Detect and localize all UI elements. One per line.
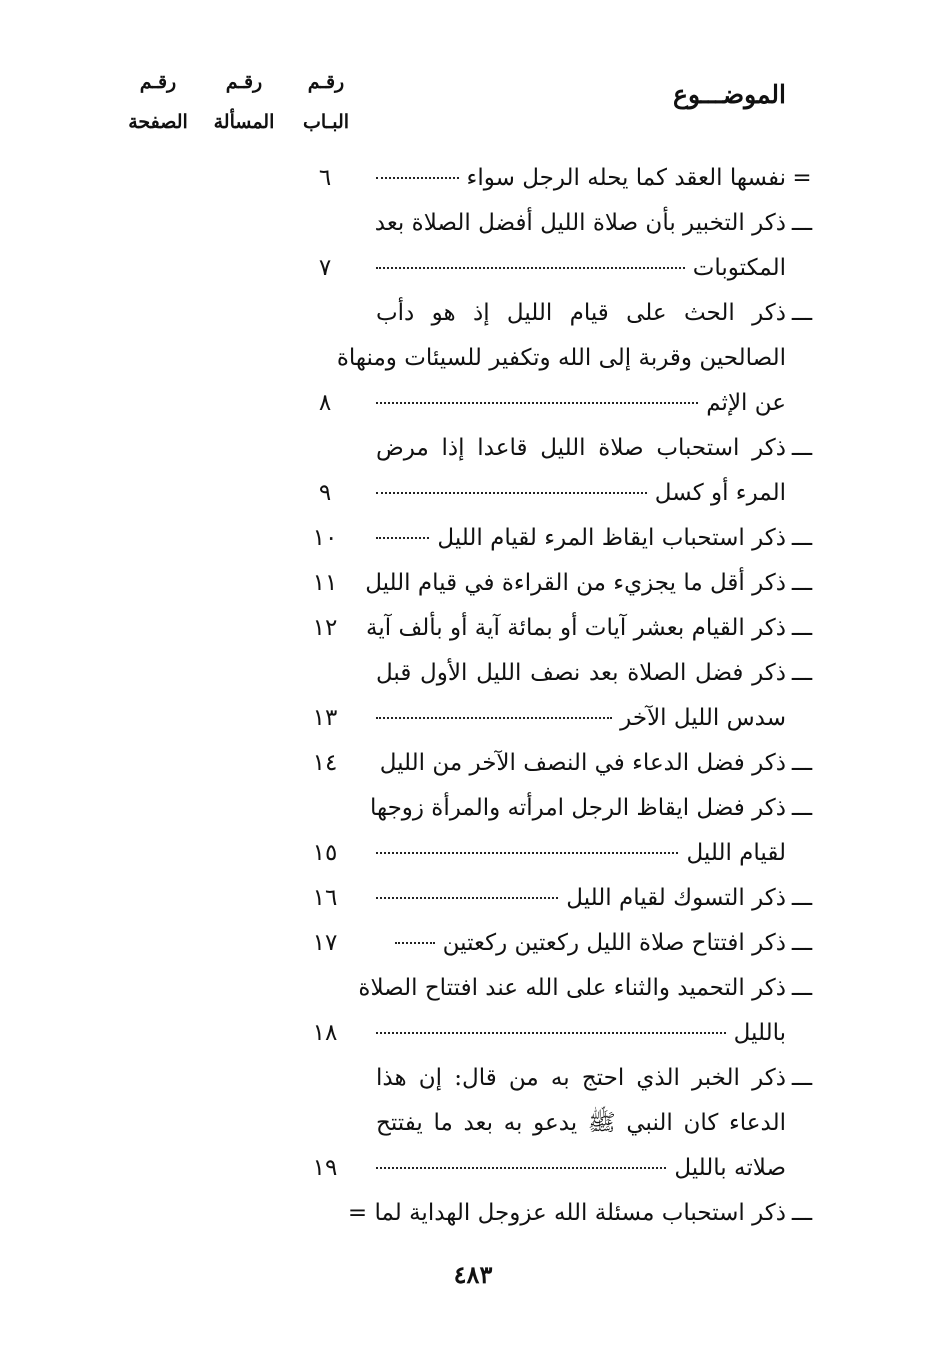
- toc-line: [0, 473, 946, 513]
- entry-text-content: لقيام الليل: [686, 840, 786, 866]
- entry-text-content: ذكر التسوك لقيام الليل: [566, 885, 786, 911]
- entry-text-content: نفسها العقد كما يحله الرجل سواء: [466, 165, 786, 191]
- entry-number: ١٩: [312, 1155, 338, 1181]
- entry-number: ١٣: [312, 705, 338, 731]
- line-marker: ـــ: [791, 1200, 813, 1226]
- leader-dots: [376, 1032, 726, 1034]
- leader-dots: [376, 852, 678, 854]
- entry-text: ذكر أقل ما يجزيء من القراءة في قيام الليل: [365, 570, 786, 596]
- leader-dots: [376, 897, 558, 899]
- entry-text-content: بالليل: [733, 1020, 786, 1046]
- entry-text-content: ذكر استحباب ايقاظ المرء لقيام الليل: [437, 525, 786, 551]
- toc-line: [0, 338, 946, 378]
- entry-number: ١٤: [312, 750, 338, 776]
- entry-text: [376, 473, 786, 513]
- entry-text: [376, 1148, 786, 1188]
- toc-line: [0, 248, 946, 288]
- page-number-header: [118, 62, 198, 142]
- toc-line: [0, 1103, 946, 1143]
- entry-text-content: صلاته بالليل: [674, 1155, 786, 1181]
- toc-line: [0, 158, 946, 198]
- entry-text: [376, 923, 786, 963]
- entry-number: ١٥: [312, 840, 338, 866]
- entry-text-content: المكتوبات: [692, 255, 786, 281]
- entry-number: ١٨: [312, 1020, 338, 1046]
- leader-dots: [376, 492, 647, 494]
- entry-text-content: ذكر افتتاح صلاة الليل ركعتين ركعتين: [442, 930, 786, 956]
- line-marker: ـــ: [791, 750, 813, 776]
- entry-text: ذكر الحث على قيام الليل إذ هو دأب: [376, 300, 786, 326]
- entry-text: ذكر القيام بعشر آيات أو بمائة آية أو بألف آية: [366, 615, 786, 641]
- entry-text-content: عن الإثم: [706, 390, 786, 416]
- line-marker: ـــ: [791, 930, 813, 956]
- entry-text: [376, 248, 786, 288]
- leader-dots: [395, 942, 435, 944]
- entry-text: [376, 518, 786, 558]
- toc-line: [0, 1193, 946, 1233]
- toc-line: [0, 653, 946, 693]
- chapter-number-header: [286, 62, 366, 142]
- entry-text: [376, 833, 786, 873]
- leader-dots: [376, 177, 459, 179]
- entry-text: [376, 1013, 786, 1053]
- leader-dots: [376, 402, 698, 404]
- issue-number-header-line1: رقـم: [225, 71, 263, 93]
- line-marker: ـــ: [791, 210, 813, 236]
- toc-line: [0, 698, 946, 738]
- entry-text: ذكر التحميد والثناء على الله عند افتتاح الصلاة: [358, 975, 786, 1001]
- entry-text: ذكر استحباب صلاة الليل قاعدا إذا مرض: [376, 435, 786, 461]
- entry-text: ذكر استحباب مسئلة الله عزوجل الهداية لما =: [347, 1200, 786, 1226]
- line-marker: ـــ: [791, 435, 813, 461]
- issue-number-header-line2: المسألة: [213, 111, 275, 133]
- page-number: ٤٨٣: [453, 1260, 493, 1289]
- toc-line: [0, 788, 946, 828]
- issue-number-header: [204, 62, 284, 142]
- entry-number: ٦: [318, 165, 332, 191]
- line-marker: ـــ: [791, 525, 813, 551]
- toc-line: [0, 878, 946, 918]
- line-marker: ـــ: [791, 975, 813, 1001]
- entry-number: ١٦: [312, 885, 338, 911]
- toc-line: [0, 1013, 946, 1053]
- toc-line: [0, 203, 946, 243]
- entry-text: [376, 698, 786, 738]
- topic-header: الموضـــوع: [673, 80, 786, 109]
- toc-line: [0, 563, 946, 603]
- toc-line: [0, 608, 946, 648]
- leader-dots: [376, 1167, 666, 1169]
- entry-number: ١١: [312, 570, 338, 596]
- toc-line: [0, 518, 946, 558]
- entry-text-content: المرء أو كسل: [654, 480, 786, 506]
- leader-dots: [376, 267, 685, 269]
- leader-dots: [376, 537, 429, 539]
- entry-number: ٩: [318, 480, 332, 506]
- leader-dots: [376, 717, 612, 719]
- line-marker: ـــ: [791, 615, 813, 641]
- page-number-header-line1: رقـم: [139, 71, 177, 93]
- entry-text: ذكر التخبير بأن صلاة الليل أفضل الصلاة بعد: [374, 210, 786, 236]
- entry-text: الدعاء كان النبي ﷺ يدعو به بعد ما يفتتح: [376, 1110, 786, 1136]
- line-marker: ـــ: [791, 300, 813, 326]
- line-marker: ـــ: [791, 570, 813, 596]
- entry-text: [376, 878, 786, 918]
- entry-text: الصالحين وقربة إلى الله وتكفير للسيئات ومنهاة: [336, 345, 786, 371]
- entry-text-content: سدس الليل الآخر: [620, 705, 786, 731]
- entry-number: ١٠: [312, 525, 338, 551]
- entry-text: ذكر الخبر الذي احتج به من قال: إن هذا: [376, 1065, 786, 1091]
- entry-number: ١٢: [312, 615, 338, 641]
- toc-line: [0, 923, 946, 963]
- chapter-number-header-line1: رقـم: [307, 71, 345, 93]
- page-number-header-line2: الصفحة: [128, 111, 188, 133]
- line-marker: ـــ: [791, 660, 813, 686]
- chapter-number-header-line2: البـاب: [302, 111, 350, 133]
- toc-line: [0, 383, 946, 423]
- entry-text: ذكر فضل ايقاظ الرجل امرأته والمرأة زوجها: [369, 795, 786, 821]
- toc-line: [0, 833, 946, 873]
- toc-line: [0, 1058, 946, 1098]
- line-marker: =: [792, 165, 812, 191]
- entry-text: ذكر فضل الدعاء في النصف الآخر من الليل: [379, 750, 786, 776]
- entry-text: ذكر فضل الصلاة بعد نصف الليل الأول قبل: [376, 660, 786, 686]
- toc-line: [0, 743, 946, 783]
- entry-text: [376, 383, 786, 423]
- line-marker: ـــ: [791, 1065, 813, 1091]
- toc-line: [0, 428, 946, 468]
- entry-number: ٨: [318, 390, 332, 416]
- entry-number: ١٧: [312, 930, 338, 956]
- line-marker: ـــ: [791, 795, 813, 821]
- toc-line: [0, 1148, 946, 1188]
- entry-text: [376, 158, 786, 198]
- toc-line: [0, 293, 946, 333]
- entry-number: ٧: [318, 255, 332, 281]
- toc-line: [0, 968, 946, 1008]
- line-marker: ـــ: [791, 885, 813, 911]
